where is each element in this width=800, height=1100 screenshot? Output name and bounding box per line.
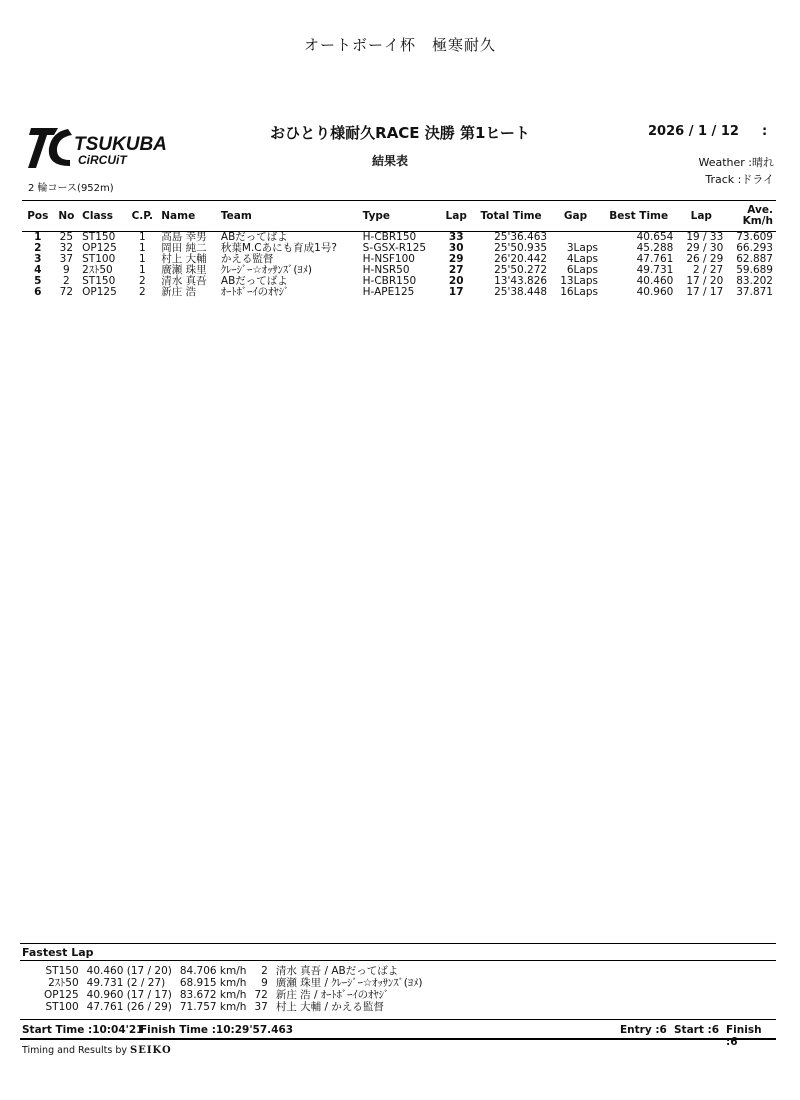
cell-name: 廣瀬 珠里 [161, 264, 207, 276]
cell-total-time: 13'43.826 [494, 275, 548, 287]
cell-total-time: 25'36.463 [494, 231, 548, 243]
cell-no: 9 [63, 264, 70, 276]
cell-total-time: 25'50.935 [494, 242, 548, 254]
cell-pos: 3 [34, 253, 42, 265]
cell-best-lap: 26 / 29 [686, 253, 724, 265]
cell-cp: 2 [138, 286, 146, 298]
col-cp: C.P. [126, 201, 158, 232]
cell-lap: 29 [448, 253, 464, 265]
fl-speed: 84.706 km/h [179, 965, 247, 977]
cell-type: H-NSR50 [362, 264, 410, 276]
course-label: 2 輪コース(952m) [28, 183, 114, 194]
cell-class: OP125 [82, 286, 117, 298]
fastest-lap-row [40, 977, 426, 989]
cell-name: 新庄 浩 [161, 286, 197, 298]
fl-time: 47.761 (26 / 29) [86, 1001, 172, 1013]
cell-cp: 1 [138, 242, 146, 254]
fl-driver: 新庄 浩 / ｵｰﾄﾎﾞｰｲのｵﾔｼﾞ [275, 989, 390, 1001]
fl-no: 37 [254, 1001, 268, 1013]
cell-no: 37 [59, 253, 74, 265]
fl-driver: 村上 大輔 / かえる監督 [275, 1001, 384, 1013]
cell-pos: 1 [34, 231, 42, 243]
seiko-logo: SEIKO [130, 1045, 172, 1056]
cell-best-time: 49.731 [636, 264, 674, 276]
cell-team: ABだってばよ [220, 275, 288, 287]
cell-lap: 33 [448, 231, 464, 243]
logo-line1: TSUKUBA [74, 134, 167, 155]
cell-pos: 2 [34, 242, 42, 254]
cell-no: 25 [59, 231, 74, 243]
cell-total-time: 25'38.448 [494, 286, 548, 298]
cell-no: 32 [59, 242, 74, 254]
cell-type: H-CBR150 [362, 231, 417, 243]
race-title: おひとり様耐久RACE 決勝 第1ヒート [270, 124, 530, 142]
cell-cp: 2 [138, 275, 146, 287]
header-note: オートボーイ杯 極寒耐久 [303, 36, 496, 54]
fl-class: 2ｽﾄ50 [48, 977, 79, 989]
cell-best-lap: 17 / 17 [686, 286, 724, 298]
cell-ave: 37.871 [736, 286, 773, 298]
col-team: Team [218, 201, 360, 232]
footer-summary [20, 1022, 776, 1048]
cell-lap: 20 [448, 275, 464, 287]
cell-cp: 1 [138, 231, 146, 243]
weather: Weather :晴れ [698, 156, 774, 169]
col-best-time: Best Time [601, 201, 676, 232]
fastest-lap-table [40, 965, 426, 1013]
race-time: : [762, 124, 768, 139]
fl-class: ST150 [45, 965, 79, 977]
cell-type: H-CBR150 [362, 275, 417, 287]
entry-count: Entry :6 [620, 1024, 667, 1036]
col-no: No [54, 201, 80, 232]
cell-ave: 59.689 [736, 264, 773, 276]
cell-best-lap: 19 / 33 [686, 231, 724, 243]
col-best-lap: Lap [676, 201, 726, 232]
cell-pos: 4 [34, 264, 42, 276]
fl-time: 49.731 (2 / 27) [86, 977, 166, 989]
cell-ave: 66.293 [736, 242, 773, 254]
cell-total-time: 25'50.272 [494, 264, 548, 276]
col-gap: Gap [550, 201, 601, 232]
cell-class: ST100 [82, 253, 116, 265]
cell-no: 72 [59, 286, 74, 298]
finish-time: Finish Time :10:29'57.463 [140, 1024, 294, 1036]
col-type: Type [360, 201, 441, 232]
cell-class: 2ｽﾄ50 [82, 264, 113, 276]
cell-best-lap: 29 / 30 [686, 242, 724, 254]
cell-gap: 16Laps [560, 286, 598, 298]
fl-speed: 71.757 km/h [179, 1001, 247, 1013]
cell-cp: 1 [138, 264, 146, 276]
results-subtitle: 結果表 [371, 154, 408, 168]
cell-type: H-NSF100 [362, 253, 415, 265]
fl-driver: 廣瀬 珠里 / ｸﾚｰｼﾞｰ☆ｵｯｻﾝｽﾞ(ﾖﾒ) [275, 977, 423, 989]
cell-lap: 17 [448, 286, 464, 298]
cell-best-lap: 2 / 27 [692, 264, 724, 276]
fl-speed: 83.672 km/h [179, 989, 247, 1001]
fl-time: 40.460 (17 / 20) [86, 965, 172, 977]
cell-best-time: 40.654 [636, 231, 674, 243]
timing-credit [22, 1045, 172, 1056]
fastest-lap-row [40, 965, 426, 977]
fl-speed: 68.915 km/h [179, 977, 247, 989]
cell-team: ABだってばよ [220, 231, 288, 243]
fastest-lap-row [40, 989, 426, 1001]
col-ave-line2: Km/h [742, 215, 773, 227]
cell-pos: 5 [34, 275, 42, 287]
col-lap: Lap [440, 201, 472, 232]
col-pos: Pos [22, 201, 54, 232]
col-ave-line1: Ave. [747, 204, 773, 216]
cell-team: かえる監督 [220, 253, 274, 265]
col-ave [726, 201, 776, 232]
col-name: Name [158, 201, 218, 232]
cell-class: ST150 [82, 275, 116, 287]
results-table [22, 200, 776, 298]
table-row [22, 287, 776, 298]
logo-line2: CiRCUiT [78, 153, 127, 167]
cell-gap: 6Laps [566, 264, 598, 276]
cell-name: 清水 真吾 [161, 275, 207, 287]
cell-best-time: 40.460 [636, 275, 674, 287]
start-time: Start Time :10:04'21 [22, 1024, 144, 1036]
cell-ave: 83.202 [736, 275, 773, 287]
cell-best-lap: 17 / 20 [686, 275, 724, 287]
cell-no: 2 [63, 275, 70, 287]
cell-ave: 62.887 [736, 253, 773, 265]
cell-type: S-GSX-R125 [362, 242, 427, 254]
start-count: Start :6 [674, 1024, 720, 1036]
cell-name: 高島 幸男 [161, 231, 207, 243]
cell-lap: 27 [448, 264, 464, 276]
cell-team: ｸﾚｰｼﾞｰ☆ｵｯｻﾝｽﾞ(ﾖﾒ) [220, 264, 313, 276]
fl-driver: 清水 真吾 / ABだってばよ [275, 965, 399, 977]
fastest-lap-row [40, 1001, 426, 1013]
cell-name: 岡田 純二 [161, 242, 207, 254]
race-date: 2026 / 1 / 12 [648, 124, 739, 139]
col-total-time: Total Time [472, 201, 550, 232]
cell-best-time: 40.960 [636, 286, 674, 298]
cell-gap: 13Laps [560, 275, 598, 287]
timing-prefix: Timing and Results by [22, 1045, 127, 1056]
cell-class: ST150 [82, 231, 116, 243]
cell-cp: 1 [138, 253, 146, 265]
cell-team: 秋葉M.Cあにも育成1号? [220, 242, 337, 254]
cell-pos: 6 [34, 286, 42, 298]
cell-team: ｵｰﾄﾎﾞｰｲのｵﾔｼﾞ [220, 286, 290, 298]
cell-gap: 3Laps [566, 242, 598, 254]
fastest-lap-divider [20, 960, 776, 961]
fl-no: 9 [261, 977, 268, 989]
track-condition: Track :ドライ [705, 173, 774, 186]
fl-class: OP125 [44, 989, 79, 1001]
cell-best-time: 47.761 [636, 253, 674, 265]
fastest-lap-title: Fastest Lap [22, 946, 94, 959]
cell-best-time: 45.288 [636, 242, 674, 254]
cell-ave: 73.609 [736, 231, 773, 243]
cell-type: H-APE125 [362, 286, 415, 298]
logo-mark: TC [28, 126, 30, 127]
cell-lap: 30 [448, 242, 464, 254]
cell-class: OP125 [82, 242, 117, 254]
fl-no: 72 [254, 989, 268, 1001]
fl-no: 2 [261, 965, 268, 977]
cell-name: 村上 大輔 [161, 253, 207, 265]
fl-class: ST100 [45, 1001, 79, 1013]
col-class: Class [79, 201, 126, 232]
results-header-row [22, 201, 776, 232]
fl-time: 40.960 (17 / 17) [86, 989, 172, 1001]
finish-count: Finish :6 [726, 1024, 762, 1048]
cell-gap: 4Laps [566, 253, 598, 265]
cell-total-time: 26'20.442 [494, 253, 548, 265]
